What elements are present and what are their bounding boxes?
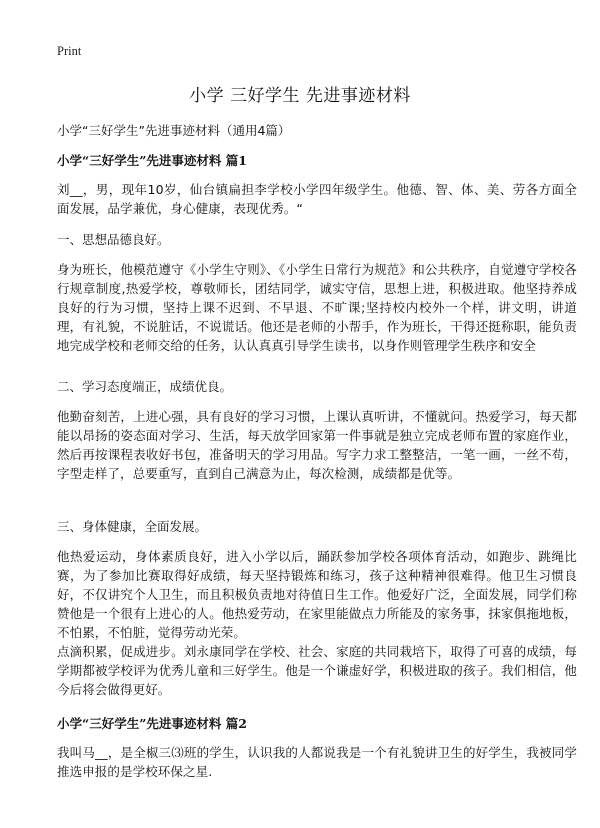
paragraph-part1-intro: 刘__，男，现年10岁，仙台镇扁担李学校小学四年级学生。他德、智、体、美、劳各方面全面发展，品学兼优，身心健康，表现优秀。“ [57, 182, 577, 216]
print-link[interactable]: Print [57, 44, 82, 58]
document-title: 小学 三好学生 先进事迹材料 [189, 86, 411, 106]
subheading-moral-character: 一、思想品德良好。 [57, 232, 170, 247]
subheading-study-attitude: 二、学习态度端正，成绩优良。 [57, 379, 233, 394]
paragraph-part2-intro: 我叫马__，是全椒三⑶班的学生，认识我的人都说我是一个有礼貌讲卫生的好学生，我被同学推选申报的是学校环保之星. [57, 745, 577, 779]
paragraph-moral-character: 身为班长，他模范遵守《小学生守则》、《小学生日常行为规范》和公共秩序，自觉遵守学校各行规章制度,热爱学校，尊敬师长，团结同学，诚实守信，思想上进，积极进取。他坚持养成良好的行为习惯，坚持上课不迟到、不早退、不旷课;坚持校内校外一个样，讲文明，讲道理，有礼貌，不说脏话，不说谎话。他还是老师的小帮手，作为班长，干得还挺称职，能负责地完成学校和老师交给的任务，认认真真引导学生读书，以身作则管理学生秩序和安全 [57, 262, 577, 353]
paragraph-study-attitude: 他勤奋刻苦，上进心强，具有良好的学习习惯，上课认真听讲，不懂就问。热爱学习，每天都能以昂扬的姿态面对学习、生活，每天放学回家第一件事就是独立完成老师布置的家庭作业，然后再按课程表收好书包，准备明天的学习用品。写字力求工整整洁，一笔一画，一丝不苟，字型走样了，总要重写，直到自己满意为止，每次检测，成绩都是优等。 [57, 409, 577, 481]
section-heading-part2: 小学“三好学生”先进事迹材料 篇2 [57, 716, 247, 731]
paragraph-physical-health: 他热爱运动，身体素质良好，进入小学以后，踊跃参加学校各项体育活动，如跑步、跳绳比赛，为了参加比赛取得好成绩，每天坚持锻炼和练习，孩子这种精神很难得。他卫生习惯良好，不仅讲究个人卫生，而且积极负责地对待值日生工作。他爱好广泛，全面发展，同学们称赞他是一个很有上进心的人。他热爱劳动，在家里能做点力所能及的家务事，抹家俱拖地板，不怕累，不怕脏，觉得劳动光荣。 [57, 549, 577, 640]
subheading-physical-health: 三、身体健康，全面发展。 [57, 519, 208, 534]
paragraph-closing: 点滴积累，促成进步。刘永康同学在学校、社会、家庭的共同栽培下，取得了可喜的成绩，每学期都被学校评为优秀儿童和三好学生。他是一个谦虚好学，积极进取的孩子。我们相信，他今后将会做得更好。 [57, 644, 577, 697]
section-heading-part1: 小学“三好学生”先进事迹材料 篇1 [57, 153, 247, 168]
document-subtitle: 小学“三好学生”先进事迹材料（通用4篇） [57, 123, 291, 138]
